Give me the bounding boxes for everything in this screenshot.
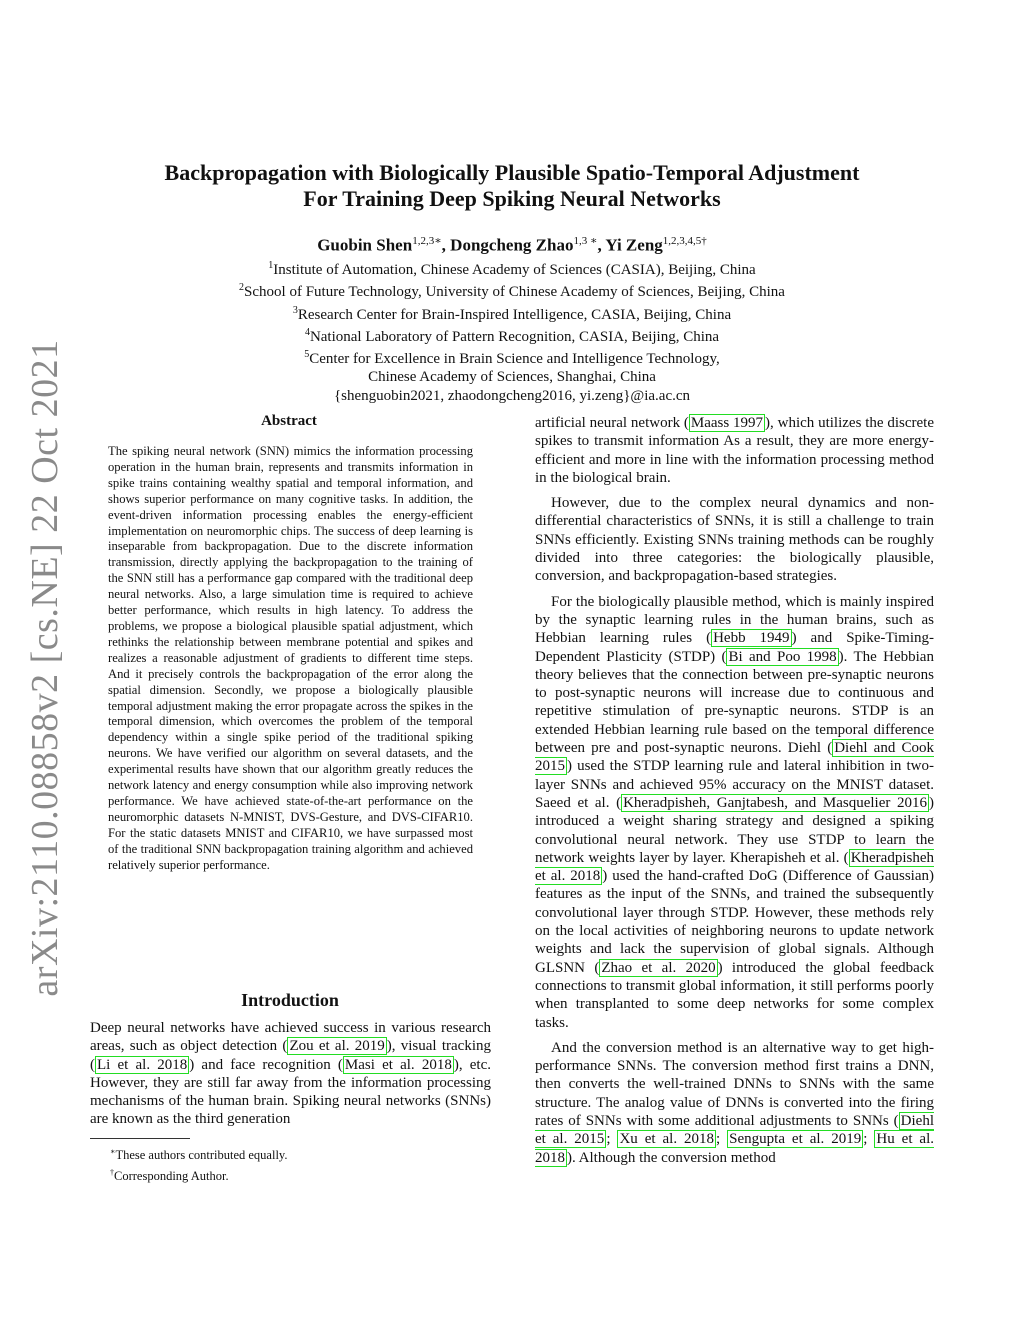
right-paragraph-4: And the conversion method is an alternative way to get high-performance SNNs. The conversion method first trains a DNN, then converts the well-trained DNNs to SNNs with the same structure. The analog value of DNNs is converted into the firing rates of SNNs with some additional adjustments to SNNs ( Diehl et al. 2015 ; Xu et al. 2018 ; Sengupta et al. 2019 ; Hu et al. 2018 ). Although the conversion method xyxy=(535,1039,935,1166)
affiliation-line: $^1$Institute of Automation, Chinese Academy of Sciences (CASIA), Beijing, China xyxy=(268,260,756,278)
introduction-heading: Introduction xyxy=(241,990,339,1010)
citation-link[interactable]: Kheradpisheh, Ganjtabesh, and Masquelier 2016 xyxy=(623,794,928,811)
affiliation-line: $^4$National Laboratory of Pattern Recognition, CASIA, Beijing, China xyxy=(304,326,720,345)
citation-link[interactable]: Zou et al. 2019 xyxy=(289,1038,385,1055)
citation-link[interactable]: Masi et al. 2018 xyxy=(344,1056,452,1073)
author-affil-mark: 1,2,3,4,5† xyxy=(662,235,707,247)
author-name: Yi Zeng xyxy=(605,235,663,255)
citation-link[interactable]: Sengupta et al. 2019 xyxy=(729,1131,862,1148)
author-emails: {shenguobin2021, zhaodongcheng2016, yi.zeng}@ia.ac.cn xyxy=(333,387,691,404)
citation-link[interactable]: Hu et al. 2018 xyxy=(535,1131,935,1166)
affiliation-line: $^5$Center for Excellence in Brain Science and Intelligence Technology, xyxy=(304,349,720,368)
citation-link[interactable]: Diehl et al. 2015 xyxy=(535,1112,934,1148)
right-paragraph-2: However, due to the complex neural dynamics and non-differential characteristics of SNNs, it is still a challenge to train SNNs efficiently. Existing SNNs training methods can be roughly divided into three categories: the biologically plausible, conversion, and backpropagation-based strategies. xyxy=(535,495,934,585)
right-column xyxy=(535,414,934,1174)
author-affil-mark: 1,2,3∗ xyxy=(412,235,442,247)
paper-title xyxy=(110,160,914,212)
author-list: Guobin Shen$^{1,2,3∗}$, Dongcheng Zhao$^{1,3 ∗}$, Yi Zeng$^{1,2,3,4,5\dagger}$ xyxy=(317,235,707,255)
citation-link[interactable]: Hebb 1949 xyxy=(713,630,790,647)
footnotes xyxy=(110,1143,490,1185)
footnote-equal-contribution: ∗These authors contributed equally. xyxy=(110,1147,288,1163)
affiliation-line: Chinese Academy of Sciences, Shanghai, China xyxy=(368,369,656,386)
citation-link[interactable]: Li et al. 2018 xyxy=(97,1056,188,1073)
citation-link[interactable]: Maass 1997 xyxy=(690,415,764,431)
footnote-corresponding-author: †Corresponding Author. xyxy=(110,1168,229,1184)
right-paragraph-1: artificial neural network ( Maass 1997 ), which utilizes the discrete spikes to transmit information As a result, they are more energy-efficient and more in line with the information processing method in the biological brain. xyxy=(535,415,935,486)
author-affil-mark: 1,3 ∗ xyxy=(573,235,598,247)
affiliation-line: $^2$School of Future Technology, University of Chinese Academy of Sciences, Beijing, China xyxy=(239,282,785,301)
abstract-body: The spiking neural network (SNN) mimics the information processing operation in the human brain, represents and transmits information in spike trains containing wealthy spatial and temporal information, and shows superior performance on many cognitive tasks. In addition, the event-driven information processing enables the energy-efficient implementation on neuromorphic chips. The success of deep learning is inseparable from backpropagation. Due to the discrete information transmission, directly applying the backpropagation to the training of the SNN still has a performance gap compared with the traditional deep neural networks. Also, a large simulation time is required to achieve better performance, which results in high latency. To address the problems, we propose a biological plausible spatial adjustment, which rethinks the relationship between membrane potential and spikes and realizes a reasonable adjustment of gradients to different time steps. And it precisely controls the backpropagation of the error along the spatial dimension. Secondly, we propose a biologically plausible temporal adjustment making the error propagate across the spikes in the temporal dimension, which overcomes the problem of the temporal dependency within a single spike period of the traditional spiking neurons. We have verified our algorithm on several datasets, and the experimental results have shown that our algorithm greatly reduces the network latency and energy consumption while also improving network performance. We have achieved state-of-the-art performance on the neuromorphic datasets N-MNIST, DVS-Gesture, and DVS-CIFAR10. For the static datasets MNIST and CIFAR10, we have surpassed most of the traditional SNN backpropagation training algorithm and achieved relatively superior performance. xyxy=(108,444,473,872)
right-paragraph-3: For the biologically plausible method, which is mainly inspired by the synaptic learning rules in the human brains, such as Hebbian learning rules ( Hebb 1949 ) and Spike-Timing-Dependent Plasticity (STDP) ( Bi and Poo 1998 ). The Hebbian theory believes that the connection between pre-synaptic neurons to post-synaptic neurons will increase due to continuous and repetitive stimulation of pre-synaptic neurons. STDP is an extended Hebbian learning rule based on the temporal difference between pre and post-synaptic neurons. Diehl ( Diehl and Cook 2015 ) used the STDP learning rule and lateral inhibition in two-layer SNNs and achieved 95% accuracy on the MNIST dataset. Saeed et al. ( Kheradpisheh, Ganjtabesh, and Masquelier 2016 ) introduced a weight sharing strategy and designed a spiking convolutional neural network. They use STDP to learn the network weights layer by layer. Kherapisheh et al. ( Kheradpisheh et al. 2018 ) used the hand-crafted DoG (Difference of Gaussian) features as the input of the SNNs, and trained the subsequently convolutional layer through STDP. However, these methods rely on the local activities of neighboring neurons to update network weights and lack the supervision of global signals. Although GLSNN ( Zhao et al. 2020 ) introduced the global feedback connections to transmit global information, it still performs poorly when transplanted to some deep networks for some complex tasks. xyxy=(535,593,935,1031)
citation-link[interactable]: Xu et al. 2018 xyxy=(619,1131,715,1148)
citation-link[interactable]: Diehl and Cook 2015 xyxy=(535,740,934,775)
author-name: Dongcheng Zhao xyxy=(450,235,574,255)
abstract-heading: Abstract xyxy=(261,413,317,429)
affiliation-list xyxy=(110,257,914,405)
title-line-2: For Training Deep Spiking Neural Networks xyxy=(303,186,721,211)
title-line-1: Backpropagation with Biologically Plausible Spatio-Temporal Adjustment xyxy=(164,160,860,185)
citation-link[interactable]: Zhao et al. 2020 xyxy=(601,959,716,976)
author-name: Guobin Shen xyxy=(317,235,413,255)
footnote-divider xyxy=(90,1138,190,1139)
introduction-body xyxy=(90,1019,491,1129)
citation-link[interactable]: Kheradpisheh et al. 2018 xyxy=(535,849,934,885)
intro-paragraph: Deep neural networks have achieved success in various research areas, such as object detection ( Zou et al. 2019 ), visual tracking ( Li et al. 2018 ) and face recognition ( Masi et al. 2018 ), etc. However, they are still far away from the information processing mechanisms of the human brain. Spiking neural networks (SNNs) are known as the third generation xyxy=(90,1020,491,1128)
arxiv-side-stamp: arXiv:2110.08858v2 [cs.NE] 22 Oct 2021 xyxy=(24,339,66,997)
citation-link[interactable]: Bi and Poo 1998 xyxy=(728,648,837,665)
affiliation-line: $^3$Research Center for Brain-Inspired Intelligence, CASIA, Beijing, China xyxy=(292,304,732,323)
